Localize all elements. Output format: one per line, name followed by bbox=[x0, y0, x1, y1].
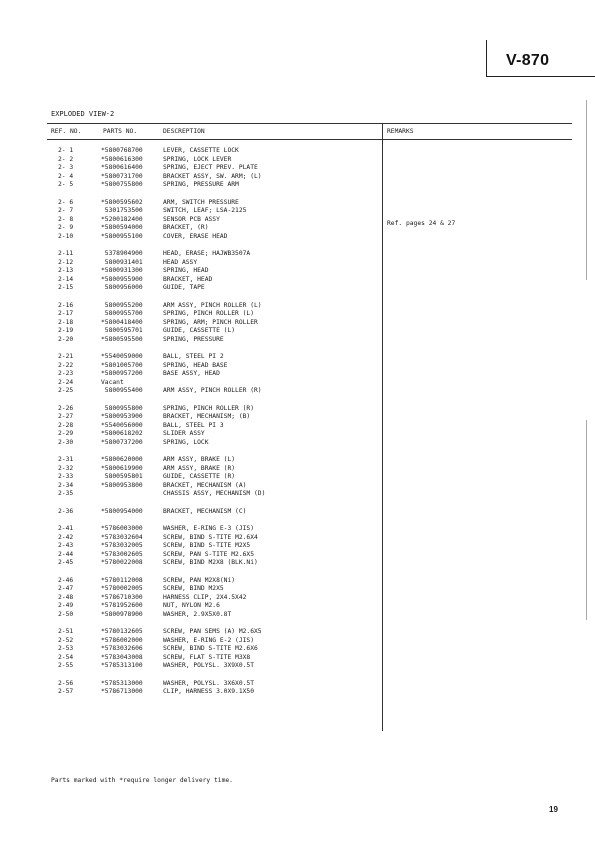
ref-cell: 2- 5 bbox=[58, 181, 74, 188]
part-number-cell: *5800768700 bbox=[101, 147, 143, 154]
part-number-cell: *5800595500 bbox=[101, 335, 143, 343]
table-row bbox=[58, 525, 378, 534]
table-row bbox=[58, 413, 378, 422]
part-number-cell: *5785313000 bbox=[101, 679, 143, 687]
description-cell: GUIDE, TAPE bbox=[163, 284, 205, 291]
table-row bbox=[58, 542, 378, 551]
description-cell: WASHER, POLYSL. 3X6X0.5T bbox=[163, 679, 254, 687]
description-cell: SCREW, PAN S-TITE M2.6X5 bbox=[163, 550, 254, 558]
description-cell: SCREW, BIND S-TITE M2X5 bbox=[163, 542, 251, 549]
description-cell: SCREW, PAN M2X8(Ni) bbox=[163, 576, 236, 584]
group-spacer bbox=[58, 499, 378, 508]
ref-cell: 2-32 bbox=[58, 464, 74, 472]
part-number-cell: *5786710300 bbox=[101, 593, 143, 601]
table-row bbox=[58, 284, 378, 293]
part-number-cell: *5783043008 bbox=[101, 653, 143, 661]
table-row bbox=[58, 551, 378, 560]
table-row bbox=[58, 688, 378, 697]
table-row bbox=[58, 224, 378, 233]
table-row bbox=[58, 233, 378, 242]
part-number-cell: *5800954000 bbox=[101, 507, 143, 515]
group-spacer bbox=[58, 344, 378, 353]
ref-cell: 2-54 bbox=[58, 653, 74, 661]
table-row bbox=[58, 353, 378, 362]
group-spacer bbox=[58, 568, 378, 577]
ref-cell: 2- 8 bbox=[58, 215, 74, 223]
ref-cell: 2-55 bbox=[58, 662, 74, 669]
table-row bbox=[58, 302, 378, 311]
part-number-cell: *5800620000 bbox=[101, 456, 143, 463]
part-number-cell: *5200182400 bbox=[101, 215, 143, 223]
description-cell: COVER, ERASE HEAD bbox=[163, 232, 228, 240]
ref-cell: 2- 4 bbox=[58, 172, 74, 180]
part-number-cell: *5780112008 bbox=[101, 576, 143, 584]
ref-cell: 2-30 bbox=[58, 438, 74, 446]
description-cell: WASHER, E-RING E-2 (JIS) bbox=[163, 636, 254, 644]
part-number-cell: *5540059000 bbox=[101, 353, 143, 360]
header-parts: PARTS NO. bbox=[103, 128, 138, 135]
ref-cell: 2- 2 bbox=[58, 155, 74, 163]
group-spacer bbox=[58, 190, 378, 199]
description-cell: BRACKET, MECHANISM (C) bbox=[163, 507, 247, 515]
ref-cell: 2-16 bbox=[58, 301, 74, 309]
description-cell: BRACKET ASSY, SW. ARM; (L) bbox=[163, 172, 262, 180]
part-number-cell: *5800737200 bbox=[101, 438, 143, 446]
ref-cell: 2-50 bbox=[58, 610, 74, 618]
table-row bbox=[58, 276, 378, 285]
section-title: EXPLODED VIEW-2 bbox=[51, 110, 115, 118]
part-number-cell: *5785313100 bbox=[101, 662, 143, 669]
ref-cell: 2- 7 bbox=[58, 207, 74, 214]
description-cell: SCREW, BIND M2X5 bbox=[163, 585, 224, 592]
description-cell: ARM ASSY, BRAKE (R) bbox=[163, 464, 236, 472]
part-number-cell: *5780002005 bbox=[101, 585, 143, 592]
ref-cell: 2- 9 bbox=[58, 224, 74, 231]
header-ref: REF. NO. bbox=[51, 128, 82, 135]
table-row bbox=[58, 370, 378, 379]
table-row bbox=[58, 405, 378, 414]
description-cell: SPRING, LOCK LEVER bbox=[163, 155, 232, 163]
description-cell: HEAD, ERASE; HAJWB3507A bbox=[163, 250, 251, 257]
ref-cell: 2-14 bbox=[58, 275, 74, 283]
part-number-cell: *5783032606 bbox=[101, 645, 143, 652]
ref-cell: 2-35 bbox=[58, 490, 74, 497]
ref-cell: 2-43 bbox=[58, 542, 74, 549]
group-spacer bbox=[58, 241, 378, 250]
header-remarks: REMARKS bbox=[387, 128, 414, 135]
part-number-cell: 5800595801 bbox=[101, 473, 143, 480]
ref-cell: 2-25 bbox=[58, 387, 74, 394]
table-row bbox=[58, 173, 378, 182]
ref-cell: 2-36 bbox=[58, 507, 74, 515]
part-number-cell: *5800978900 bbox=[101, 610, 143, 618]
table-row bbox=[58, 628, 378, 637]
table-top-rule bbox=[47, 123, 572, 124]
part-number-cell: 5800955200 bbox=[101, 301, 143, 309]
part-number-cell: *5800953900 bbox=[101, 413, 143, 420]
footnote: Parts marked with *require longer delivery time. bbox=[51, 777, 233, 784]
table-row bbox=[58, 594, 378, 603]
table-row bbox=[58, 319, 378, 328]
table-row bbox=[58, 473, 378, 482]
description-cell: SCREW, BIND S-TITE M2.6X6 bbox=[163, 645, 258, 652]
ref-cell: 2-17 bbox=[58, 310, 74, 317]
description-cell: ARM, SWITCH PRESSURE bbox=[163, 198, 239, 206]
ref-cell: 2-10 bbox=[58, 232, 74, 240]
table-row bbox=[58, 637, 378, 646]
ref-cell: 2-29 bbox=[58, 430, 74, 437]
ref-cell: 2-51 bbox=[58, 628, 74, 635]
part-number-cell: *5540056000 bbox=[101, 421, 143, 429]
table-row bbox=[58, 508, 378, 517]
ref-cell: 2-33 bbox=[58, 473, 74, 480]
group-spacer bbox=[58, 671, 378, 680]
ref-cell: 2- 3 bbox=[58, 164, 74, 171]
part-number-cell: 5378904900 bbox=[101, 250, 143, 257]
table-row bbox=[58, 327, 378, 336]
part-number-cell: *5800618202 bbox=[101, 430, 143, 437]
table-row bbox=[58, 422, 378, 431]
part-number-cell: *5800616400 bbox=[101, 164, 143, 171]
remark-text: Ref. pages 24 & 27 bbox=[387, 220, 456, 227]
description-cell: SPRING, PINCH ROLLER (R) bbox=[163, 404, 254, 412]
scan-edge-mark bbox=[586, 100, 587, 280]
part-number-cell: 5800955800 bbox=[101, 404, 143, 412]
part-number-cell: *5801005700 bbox=[101, 361, 143, 369]
part-number-cell: *5800931300 bbox=[101, 267, 143, 274]
part-number-cell: *5786002000 bbox=[101, 636, 143, 644]
part-number-cell: *5800731700 bbox=[101, 172, 143, 180]
ref-cell: 2-52 bbox=[58, 636, 74, 644]
ref-cell: 2-47 bbox=[58, 585, 74, 592]
part-number-cell: *5786713000 bbox=[101, 688, 143, 695]
part-number-cell: *5800619900 bbox=[101, 464, 143, 472]
ref-cell: 2-46 bbox=[58, 576, 74, 584]
description-cell: CHASSIS ASSY, MECHANISM (D) bbox=[163, 490, 266, 497]
ref-cell: 2-57 bbox=[58, 688, 74, 695]
ref-cell: 2-31 bbox=[58, 456, 74, 463]
description-cell: NUT, NYLON M2.6 bbox=[163, 602, 220, 609]
table-row bbox=[58, 482, 378, 491]
ref-cell: 2-23 bbox=[58, 370, 74, 377]
ref-cell: 2-21 bbox=[58, 353, 74, 360]
part-number-cell: *5800755800 bbox=[101, 181, 143, 188]
table-row bbox=[58, 387, 378, 396]
group-spacer bbox=[58, 293, 378, 302]
table-row bbox=[58, 336, 378, 345]
ref-cell: 2-48 bbox=[58, 593, 74, 601]
table-row bbox=[58, 199, 378, 208]
description-cell: LEVER, CASSETTE LOCK bbox=[163, 147, 239, 154]
ref-cell: 2-53 bbox=[58, 645, 74, 652]
ref-cell: 2-22 bbox=[58, 361, 74, 369]
table-row bbox=[58, 156, 378, 165]
remarks-column-divider bbox=[382, 123, 383, 731]
ref-cell: 2-24 bbox=[58, 378, 74, 386]
group-spacer bbox=[58, 447, 378, 456]
description-cell: ARM ASSY, BRAKE (L) bbox=[163, 456, 236, 463]
part-number-cell: *5800616300 bbox=[101, 155, 143, 163]
description-cell: BRACKET, MECHANISM (A) bbox=[163, 481, 247, 489]
ref-cell: 2-44 bbox=[58, 550, 74, 558]
ref-cell: 2-15 bbox=[58, 284, 74, 291]
description-cell: GUIDE, CASSETTE (L) bbox=[163, 327, 236, 334]
table-row bbox=[58, 207, 378, 216]
part-number-cell: *5800955900 bbox=[101, 275, 143, 283]
table-row bbox=[58, 585, 378, 594]
ref-cell: 2-19 bbox=[58, 327, 74, 334]
description-cell: WASHER, 2.9X5X0.8T bbox=[163, 610, 232, 618]
description-cell: WASHER, POLYSL. 3X9X0.5T bbox=[163, 662, 254, 669]
ref-cell: 2-49 bbox=[58, 602, 74, 609]
description-cell: SPRING, EJECT PREV. PLATE bbox=[163, 164, 258, 171]
part-number-cell: *5781952600 bbox=[101, 602, 143, 609]
part-number-cell: *5783032005 bbox=[101, 542, 143, 549]
ref-cell: 2-26 bbox=[58, 404, 74, 412]
header-bottom-rule bbox=[47, 139, 572, 140]
table-row bbox=[58, 645, 378, 654]
part-number-cell: 5800955700 bbox=[101, 310, 143, 317]
description-cell: SPRING, PRESSURE ARM bbox=[163, 181, 239, 188]
table-row bbox=[58, 439, 378, 448]
description-cell: BASE ASSY, HEAD bbox=[163, 370, 220, 377]
model-number: V-870 bbox=[506, 52, 550, 69]
table-row bbox=[58, 216, 378, 225]
description-cell: SPRING, LOCK bbox=[163, 438, 209, 446]
part-number-cell: *5800953800 bbox=[101, 481, 143, 489]
ref-cell: 2-42 bbox=[58, 533, 74, 541]
table-row bbox=[58, 259, 378, 268]
part-number-cell: *5800595602 bbox=[101, 198, 143, 206]
ref-cell: 2- 6 bbox=[58, 198, 74, 206]
scan-edge-mark bbox=[586, 420, 587, 620]
part-number-cell: Vacant bbox=[101, 378, 124, 386]
ref-cell: 2-13 bbox=[58, 267, 74, 274]
description-cell: ARM ASSY, PINCH ROLLER (L) bbox=[163, 301, 262, 309]
ref-cell: 2- 1 bbox=[58, 147, 74, 154]
group-spacer bbox=[58, 619, 378, 628]
part-number-cell: *5786003000 bbox=[101, 525, 143, 532]
table-row bbox=[58, 147, 378, 156]
description-cell: SPRING, HEAD bbox=[163, 267, 209, 274]
description-cell: BALL, STEEL PI 3 bbox=[163, 421, 224, 429]
table-row bbox=[58, 534, 378, 543]
table-row bbox=[58, 362, 378, 371]
ref-cell: 2-28 bbox=[58, 421, 74, 429]
description-cell: SWITCH, LEAF; LSA-2125 bbox=[163, 207, 247, 214]
part-number-cell: *5800594000 bbox=[101, 224, 143, 231]
table-row bbox=[58, 379, 378, 388]
table-row bbox=[58, 654, 378, 663]
table-row bbox=[58, 456, 378, 465]
table-row bbox=[58, 680, 378, 689]
part-number-cell: 5800955400 bbox=[101, 387, 143, 394]
description-cell: CLIP, HARNESS 3.0X9.1X50 bbox=[163, 688, 254, 695]
table-row bbox=[58, 267, 378, 276]
description-cell: ARM ASSY, PINCH ROLLER (R) bbox=[163, 387, 262, 394]
part-number-cell: *5800418400 bbox=[101, 318, 143, 326]
part-number-cell: *5780132605 bbox=[101, 628, 143, 635]
table-row bbox=[58, 465, 378, 474]
description-cell: SCREW, BIND M2X8 (BLK.Ni) bbox=[163, 559, 258, 566]
table-row bbox=[58, 662, 378, 671]
ref-cell: 2-45 bbox=[58, 559, 74, 566]
table-row bbox=[58, 164, 378, 173]
table-row bbox=[58, 577, 378, 586]
description-cell: SPRING, PINCH ROLLER (L) bbox=[163, 310, 254, 317]
description-cell: GUIDE, CASSETTE (R) bbox=[163, 473, 236, 480]
description-cell: SPRING, PRESSURE bbox=[163, 335, 224, 343]
description-cell: BRACKET, (R) bbox=[163, 224, 209, 231]
description-cell: HEAD ASSY bbox=[163, 258, 198, 266]
page-number: 19 bbox=[549, 805, 558, 814]
parts-table-body bbox=[58, 147, 378, 697]
table-row bbox=[58, 559, 378, 568]
description-cell: BALL, STEEL PI 2 bbox=[163, 353, 224, 360]
ref-cell: 2-56 bbox=[58, 679, 74, 687]
ref-cell: 2-12 bbox=[58, 258, 74, 266]
description-cell: SPRING, ARM; PINCH ROLLER bbox=[163, 318, 258, 326]
part-number-cell: 5800595701 bbox=[101, 327, 143, 334]
group-spacer bbox=[58, 516, 378, 525]
part-number-cell: *5800957200 bbox=[101, 370, 143, 377]
ref-cell: 2-34 bbox=[58, 481, 74, 489]
ref-cell: 2-18 bbox=[58, 318, 74, 326]
table-row bbox=[58, 430, 378, 439]
description-cell: BRACKET, MECHANISM; (B) bbox=[163, 413, 251, 420]
ref-cell: 2-20 bbox=[58, 335, 74, 343]
table-row bbox=[58, 602, 378, 611]
description-cell: BRACKET, HEAD bbox=[163, 275, 213, 283]
part-number-cell: *5780022008 bbox=[101, 559, 143, 566]
description-cell: SLIDER ASSY bbox=[163, 430, 205, 437]
part-number-cell: *5800955100 bbox=[101, 232, 143, 240]
description-cell: SCREW, PAN SEMS (A) M2.6X5 bbox=[163, 628, 262, 635]
description-cell: WASHER, E-RING E-3 (JIS) bbox=[163, 525, 254, 532]
header-description: DESCREPTION bbox=[163, 128, 205, 135]
part-number-cell: *5783002605 bbox=[101, 550, 143, 558]
ref-cell: 2-11 bbox=[58, 250, 74, 257]
part-number-cell: 5301753500 bbox=[101, 207, 143, 214]
part-number-cell: 5800956000 bbox=[101, 284, 143, 291]
group-spacer bbox=[58, 396, 378, 405]
description-cell: SENSOR PCB ASSY bbox=[163, 215, 220, 223]
table-row bbox=[58, 181, 378, 190]
table-row bbox=[58, 250, 378, 259]
description-cell: SPRING, HEAD BASE bbox=[163, 361, 228, 369]
description-cell: SCREW, FLAT S-TITE M3X8 bbox=[163, 653, 251, 661]
part-number-cell: 5800931401 bbox=[101, 258, 143, 266]
ref-cell: 2-41 bbox=[58, 525, 74, 532]
table-row bbox=[58, 611, 378, 620]
description-cell: HARNESS CLIP, 2X4.5X42 bbox=[163, 593, 247, 601]
table-row bbox=[58, 310, 378, 319]
description-cell: SCREW, BIND S-TITE M2.6X4 bbox=[163, 533, 258, 541]
table-row bbox=[58, 490, 378, 499]
ref-cell: 2-27 bbox=[58, 413, 74, 420]
part-number-cell: *5783032604 bbox=[101, 533, 143, 541]
